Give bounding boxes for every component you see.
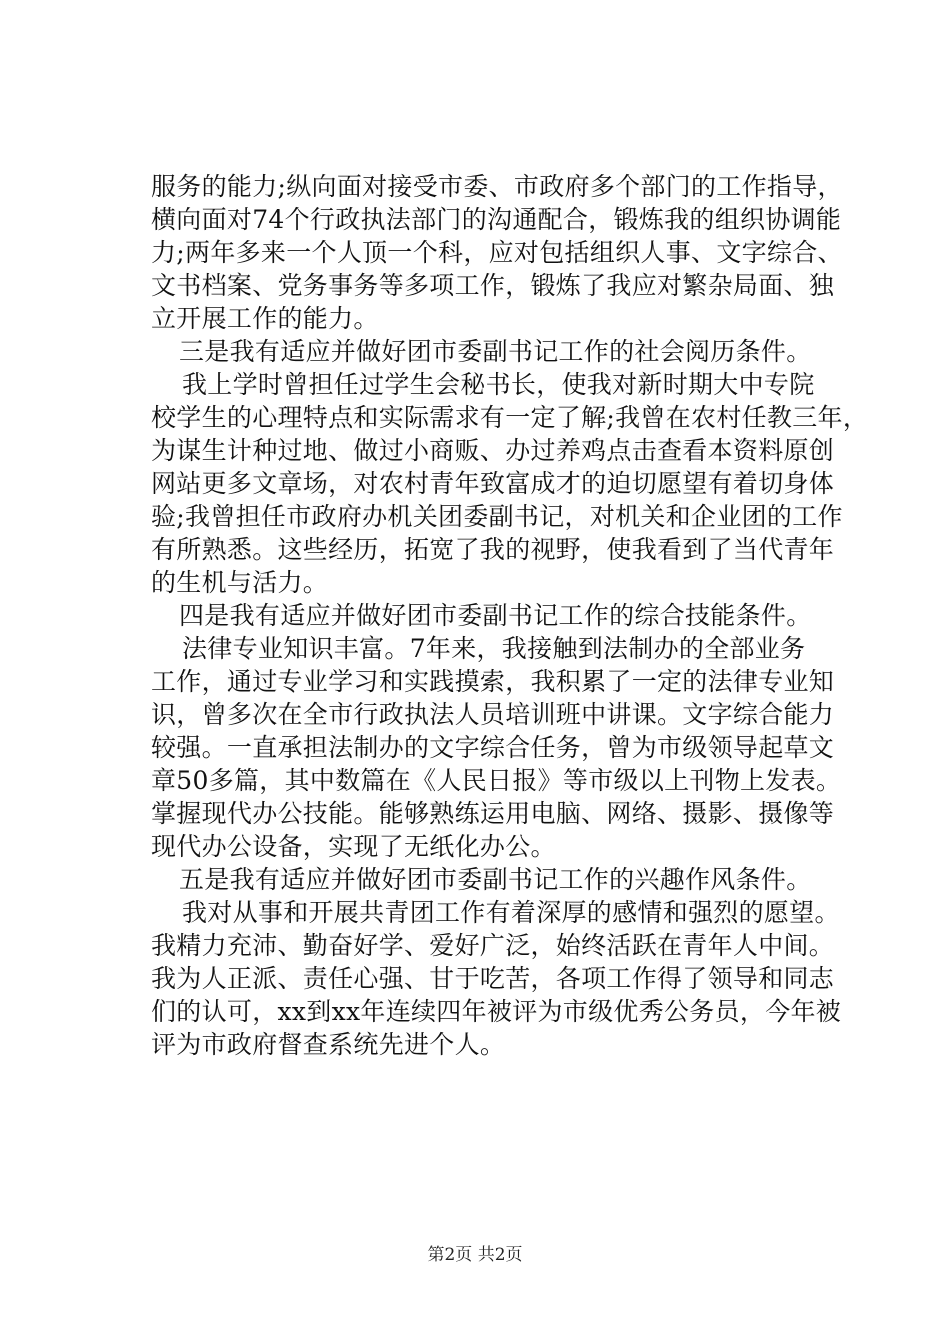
text-line: 我对从事和开展共青团工作有着深厚的感情和强烈的愿望。 [182,898,840,927]
text-line: 为谋生计种过地、做过小商贩、办过养鸡点击查看本资料原创 [151,436,835,465]
text-line: 立开展工作的能力。 [151,304,379,333]
text-line: 的生机与活力。 [151,568,329,597]
text-line: 我为人正派、责任心强、甘于吃苦，各项工作得了领导和同志 [151,964,835,993]
text-line: 章50多篇，其中数篇在《人民日报》等市级以上刊物上发表。 [151,766,842,795]
text-line: 工作，通过专业学习和实践摸索，我积累了一定的法律专业知 [151,667,835,696]
text-line: 我上学时曾担任过学生会秘书长，使我对新时期大中专院 [182,370,815,399]
text-line: 现代办公设备，实现了无纸化办公。 [151,832,556,861]
section-heading-3: 三是我有适应并做好团市委副书记工作的社会阅历条件。 [179,337,812,366]
text-line: 法律专业知识丰富。7年来，我接触到法制办的全部业务 [182,634,806,663]
section-heading-4: 四是我有适应并做好团市委副书记工作的综合技能条件。 [179,601,812,630]
text-line: 文书档案、党务事务等多项工作，锻炼了我应对繁杂局面、独 [151,271,835,300]
text-line: 网站更多文章场，对农村青年致富成才的迫切愿望有着切身体 [151,469,835,498]
text-line: 验;我曾担任市政府办机关团委副书记，对机关和企业团的工作 [151,502,843,531]
text-line: 评为市政府督查系统先进个人。 [151,1030,506,1059]
document-body [151,170,869,1061]
text-line: 们的认可，xx到xx年连续四年被评为市级优秀公务员，今年被 [151,997,842,1026]
text-line: 横向面对74个行政执法部门的沟通配合，锻炼我的组织协调能 [151,205,842,234]
text-line: 我精力充沛、勤奋好学、爱好广泛，始终活跃在青年人中间。 [151,931,835,960]
text-line: 掌握现代办公技能。能够熟练运用电脑、网络、摄影、摄像等 [151,799,835,828]
text-line: 较强。一直承担法制办的文字综合任务，曾为市级领导起草文 [151,733,835,762]
text-line: 服务的能力;纵向面对接受市委、市政府多个部门的工作指导， [151,172,843,201]
text-line: 力;两年多来一个人顶一个科，应对包括组织人事、文字综合、 [151,238,843,267]
page-number-footer: 第2页 共2页 [427,1245,523,1265]
section-heading-5: 五是我有适应并做好团市委副书记工作的兴趣作风条件。 [179,865,812,894]
text-line: 校学生的心理特点和实际需求有一定了解;我曾在农村任教三年， [151,403,869,432]
text-line: 有所熟悉。这些经历，拓宽了我的视野，使我看到了当代青年 [151,535,835,564]
text-line: 识，曾多次在全市行政执法人员培训班中讲课。文字综合能力 [151,700,835,729]
